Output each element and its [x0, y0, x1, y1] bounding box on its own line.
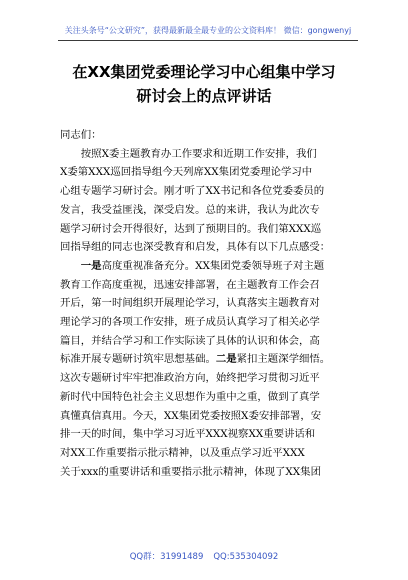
body-line [60, 257, 360, 276]
point-two-label: 二是 [215, 353, 237, 366]
footer-contact [0, 550, 408, 562]
paragraph-2 [60, 257, 360, 481]
body-line: 题学习研讨会开得很好，达到了预期目的。我们第XXX巡 [60, 222, 322, 235]
point-two-text: 紧扣主题深学细悟。 [236, 353, 331, 366]
point-one-label: 一是 [80, 259, 102, 272]
body-line: 开后，第一时间组织开展理论学习，认真落实主题教育对 [60, 297, 320, 310]
footer-qq-group[interactable]: QQ群：31991489 [129, 552, 204, 562]
paragraph-1 [60, 145, 360, 257]
header-divider [58, 40, 358, 41]
body-line: 按照X委主题教育办工作要求和近期工作安排，我们 [80, 147, 317, 160]
body-line: 关于xxx的重要讲话和重要指示批示精神，体现了XX集团 [60, 465, 321, 478]
body-line: 真懂真信真用。今天，XX集团党委按照X委安排部署，安 [60, 409, 322, 422]
body-line: 回指导组的同志也深受教育和启发，具体有以下几点感受： [60, 241, 331, 254]
title-line-1: 在XX集团党委理论学习中心组集中学习 [72, 63, 336, 81]
header-banner[interactable]: 关注头条号“公文研究”，获得最新最全最专业的公文资料库！ 微信：gongwenyj [64, 26, 352, 35]
body-line: 教育工作高度重视，迅速安排部署，在主题教育工作会召 [60, 278, 320, 291]
body-line: 新时代中国特色社会主义思想作为重中之重，做到了真学 [60, 390, 320, 403]
point-one-text: 高度重视准备充分。XX集团党委领导班子对主题 [101, 259, 325, 272]
body-line: 心组专题学习研讨会。刚才听了XX书记和各位党委委员的 [60, 185, 325, 198]
body-line [60, 350, 360, 369]
document-title [40, 60, 368, 108]
footer-qq[interactable]: QQ:535304092 [213, 552, 279, 562]
body-line: 发言，我受益匪浅，深受启发。总的来讲，我认为此次专 [60, 203, 320, 216]
body-line: X委第XXX巡回指导组今天列席XX集团党委理论学习中 [60, 166, 313, 179]
title-line-2: 研讨会上的点评讲话 [136, 87, 272, 105]
body-line: 篇目，并结合学习和工作实际读了具体的认识和体会，高 [60, 334, 320, 347]
body-line: 对XX工作重要指示批示精神，以及重点学习近平XXX [60, 446, 305, 459]
document-body [60, 126, 360, 481]
body-line: 理论学习的各项工作安排，班子成员认真学习了相关必学 [60, 316, 320, 329]
body-line: 这次专题研讨牢牢把准政治方向，始终把学习贯彻习近平 [60, 372, 320, 385]
salutation: 同志们： [60, 129, 102, 141]
body-line: 排一天的时间，集中学习习近平XXX视察XX重要讲话和 [60, 428, 316, 441]
body-line-text: 标准开展专题研讨筑牢思想基础。 [60, 353, 216, 366]
